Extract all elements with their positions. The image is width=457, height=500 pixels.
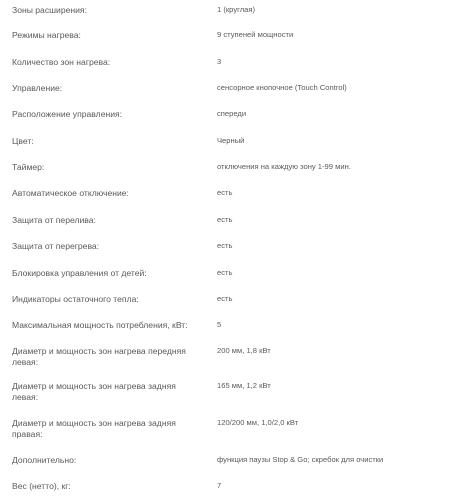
spec-value: 200 мм, 1,8 кВт: [217, 346, 271, 355]
spec-value: 5: [217, 320, 222, 329]
spec-label: Управление:: [12, 83, 63, 93]
spec-value: отключения на каждую зону 1-99 мин.: [217, 162, 351, 171]
spec-value: 7: [217, 481, 222, 490]
spec-value: 1 (круглая): [217, 5, 256, 14]
spec-value: сенсорное кнопочное (Touch Control): [217, 83, 347, 92]
spec-label: Таймер:: [12, 162, 45, 172]
spec-label: Диаметр и мощность зон нагрева задняя правая:: [12, 418, 176, 439]
spec-value: 9 ступеней мощности: [217, 30, 294, 39]
spec-value: спереди: [217, 109, 247, 118]
spec-label: Расположение управления:: [12, 109, 123, 119]
spec-value: есть: [217, 241, 233, 250]
spec-label: Максимальная мощность потребления, кВт:: [12, 320, 188, 330]
spec-value: есть: [217, 188, 233, 197]
spec-label: Диаметр и мощность зон нагрева передняя левая:: [12, 346, 186, 367]
spec-value: Черный: [217, 136, 245, 145]
spec-label: Блокировка управления от детей:: [12, 268, 147, 278]
spec-value: функция паузы Stop & Go; скребок для очистки: [217, 455, 384, 464]
spec-value: есть: [217, 294, 233, 303]
spec-label: Цвет:: [12, 136, 34, 146]
spec-value: 3: [217, 57, 222, 66]
spec-label: Автоматическое отключение:: [12, 188, 129, 198]
spec-label: Индикаторы остаточного тепла:: [12, 294, 139, 304]
spec-value: есть: [217, 268, 233, 277]
spec-value: 120/200 мм, 1,0/2,0 кВт: [217, 418, 299, 427]
spec-value: 165 мм, 1,2 кВт: [217, 381, 271, 390]
spec-label: Защита от перелива:: [12, 215, 96, 225]
spec-label: Вес (нетто), кг:: [12, 481, 71, 491]
spec-label: Диаметр и мощность зон нагрева задняя левая:: [12, 381, 176, 402]
spec-label: Зоны расширения:: [12, 5, 87, 15]
spec-value: есть: [217, 215, 233, 224]
spec-label: Защита от перегрева:: [12, 241, 100, 251]
spec-label: Режимы нагрева:: [12, 30, 81, 40]
spec-label: Количество зон нагрева:: [12, 57, 111, 67]
spec-label: Дополнительно:: [12, 455, 77, 465]
